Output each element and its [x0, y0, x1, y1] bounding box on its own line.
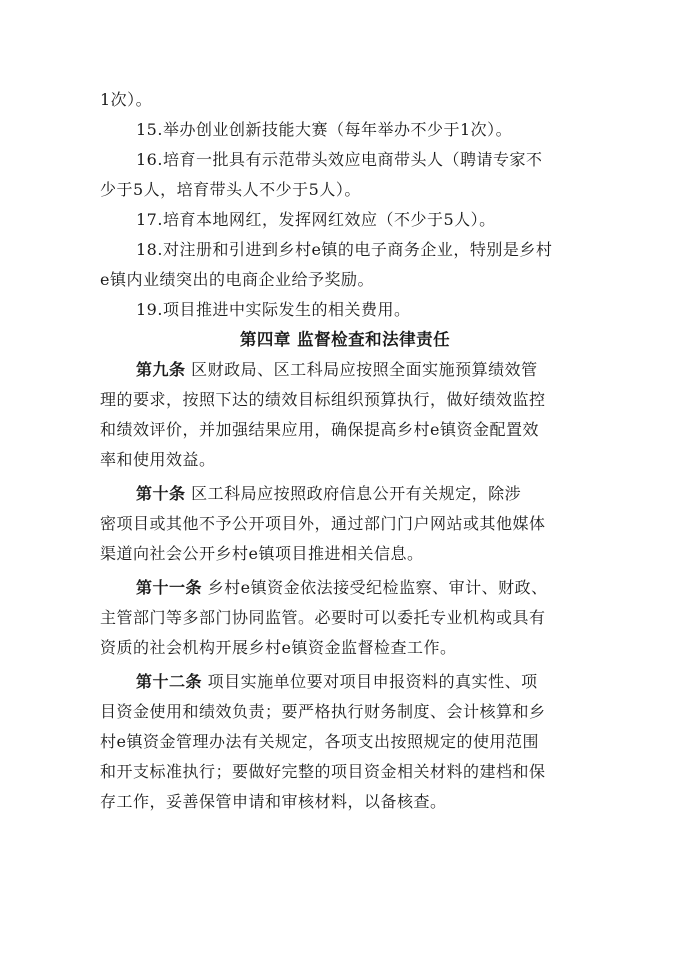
article-12-line-2: 目资金使用和绩效负责；要严格执行财务制度、会计核算和乡	[100, 702, 546, 721]
item-19: 19.项目推进中实际发生的相关费用。	[136, 300, 411, 319]
article-12-line-5: 存工作，妥善保管申请和审核材料，以备核查。	[100, 792, 447, 811]
article-11-text-1: 乡村e镇资金依法接受纪检监察、审计、财政、	[202, 578, 548, 597]
article-9-line-4: 率和使用效益。	[100, 450, 216, 469]
article-12-line-4: 和开支标准执行；要做好完整的项目资金相关材料的建档和保	[100, 762, 546, 781]
item-16-line-2: 少于5人，培育带头人不少于5人）。	[100, 180, 361, 199]
article-10-line-2: 密项目或其他不予公开项目外，通过部门门户网站或其他媒体	[100, 514, 546, 533]
article-9-line-1	[100, 355, 590, 385]
article-10-text-1: 区工科局应按照政府信息公开有关规定，除涉	[185, 484, 522, 503]
document-page	[100, 85, 590, 817]
article-12-line-1	[100, 667, 590, 697]
item-16-line-1: 16.培育一批具有示范带头效应电商带头人（聘请专家不	[136, 150, 543, 169]
article-11-head: 第十一条	[136, 578, 203, 597]
article-10-line-3: 渠道向社会公开乡村e镇项目推进相关信息。	[100, 544, 424, 563]
article-9-head: 第九条	[136, 360, 186, 379]
article-9-line-2: 理的要求，按照下达的绩效目标组织预算执行，做好绩效监控	[100, 390, 546, 409]
article-9-line-3: 和绩效评价，并加强结果应用，确保提高乡村e镇资金配置效	[100, 420, 539, 439]
article-11-line-3: 资质的社会机构开展乡村e镇资金监督检查工作。	[100, 638, 457, 657]
item-15: 15.举办创业创新技能大赛（每年举办不少于1次）。	[136, 120, 513, 139]
chapter-title: 第四章 监督检查和法律责任	[239, 330, 451, 349]
article-12-text-1: 项目实施单位要对项目申报资料的真实性、项	[202, 672, 538, 691]
item-14-tail: 1次）。	[100, 90, 153, 109]
article-11-line-2: 主管部门等多部门协同监管。必要时可以委托专业机构或具有	[100, 608, 546, 627]
item-17: 17.培育本地网红，发挥网红效应（不少于5人）。	[136, 210, 496, 229]
article-10-head: 第十条	[136, 484, 186, 503]
article-12-line-3: 村e镇资金管理办法有关规定，各项支出按照规定的使用范围	[100, 732, 539, 751]
article-9-text-1: 区财政局、区工科局应按照全面实施预算绩效管	[185, 360, 538, 379]
article-10-line-1	[100, 479, 590, 509]
item-18-line-1: 18.对注册和引进到乡村e镇的电子商务企业，特别是乡村	[136, 240, 553, 259]
article-11-line-1	[100, 573, 590, 603]
item-18-line-2: e镇内业绩突出的电商企业给予奖励。	[100, 270, 374, 289]
article-12-head: 第十二条	[136, 672, 203, 691]
